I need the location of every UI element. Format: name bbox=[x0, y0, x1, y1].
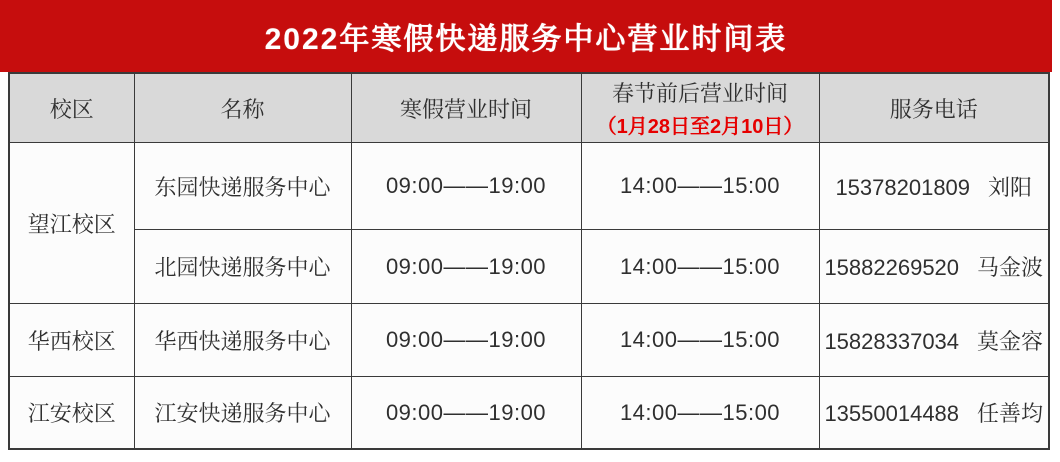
winter-hours-cell: 09:00——19:00 bbox=[351, 230, 581, 304]
festival-hours-title: 春节前后营业时间 bbox=[611, 81, 788, 106]
title-banner bbox=[0, 0, 1052, 72]
table-row bbox=[9, 230, 1049, 304]
winter-hours-cell: 09:00——19:00 bbox=[351, 377, 581, 450]
col-header-campus: 校区 bbox=[9, 73, 134, 143]
center-name-cell: 东园快递服务中心 bbox=[134, 143, 351, 230]
winter-hours-cell: 09:00——19:00 bbox=[351, 304, 581, 377]
campus-cell-wangjiang: 望江校区 bbox=[9, 143, 134, 304]
center-name-cell: 北园快递服务中心 bbox=[134, 230, 351, 304]
phone-cell bbox=[819, 304, 1049, 377]
phone-cell bbox=[819, 377, 1049, 450]
phone-cell bbox=[819, 230, 1049, 304]
table-row bbox=[9, 304, 1049, 377]
center-name-cell: 江安快递服务中心 bbox=[134, 377, 351, 450]
contact-name: 任善均 bbox=[977, 401, 1044, 426]
campus-cell-huaxi: 华西校区 bbox=[9, 304, 134, 377]
center-name-cell: 华西快递服务中心 bbox=[134, 304, 351, 377]
festival-hours-cell: 14:00——15:00 bbox=[581, 143, 819, 230]
phone-number: 15378201809 bbox=[835, 174, 971, 200]
col-header-phone: 服务电话 bbox=[819, 73, 1049, 143]
table-row bbox=[9, 377, 1049, 450]
festival-hours-cell: 14:00——15:00 bbox=[581, 377, 819, 450]
festival-hours-date-range: （1月28日至2月10日） bbox=[596, 116, 804, 138]
schedule-table bbox=[8, 72, 1050, 450]
phone-number: 13550014488 bbox=[824, 401, 960, 426]
col-header-winter-hours: 寒假营业时间 bbox=[351, 73, 581, 143]
table-header-row bbox=[9, 73, 1049, 143]
phone-number: 15882269520 bbox=[824, 255, 960, 280]
festival-hours-cell: 14:00——15:00 bbox=[581, 304, 819, 377]
festival-hours-cell: 14:00——15:00 bbox=[581, 230, 819, 304]
phone-cell bbox=[819, 143, 1049, 230]
campus-cell-jiangan: 江安校区 bbox=[9, 377, 134, 450]
winter-hours-cell: 09:00——19:00 bbox=[351, 143, 581, 230]
col-header-name: 名称 bbox=[134, 73, 351, 143]
phone-number: 15828337034 bbox=[824, 328, 960, 354]
contact-name: 刘阳 bbox=[988, 174, 1033, 200]
page-title: 2022年寒假快递服务中心营业时间表 bbox=[264, 23, 788, 56]
contact-name: 马金波 bbox=[977, 255, 1044, 280]
table-row bbox=[9, 143, 1049, 230]
col-header-festival-hours bbox=[581, 73, 819, 143]
contact-name: 莫金容 bbox=[977, 328, 1044, 354]
